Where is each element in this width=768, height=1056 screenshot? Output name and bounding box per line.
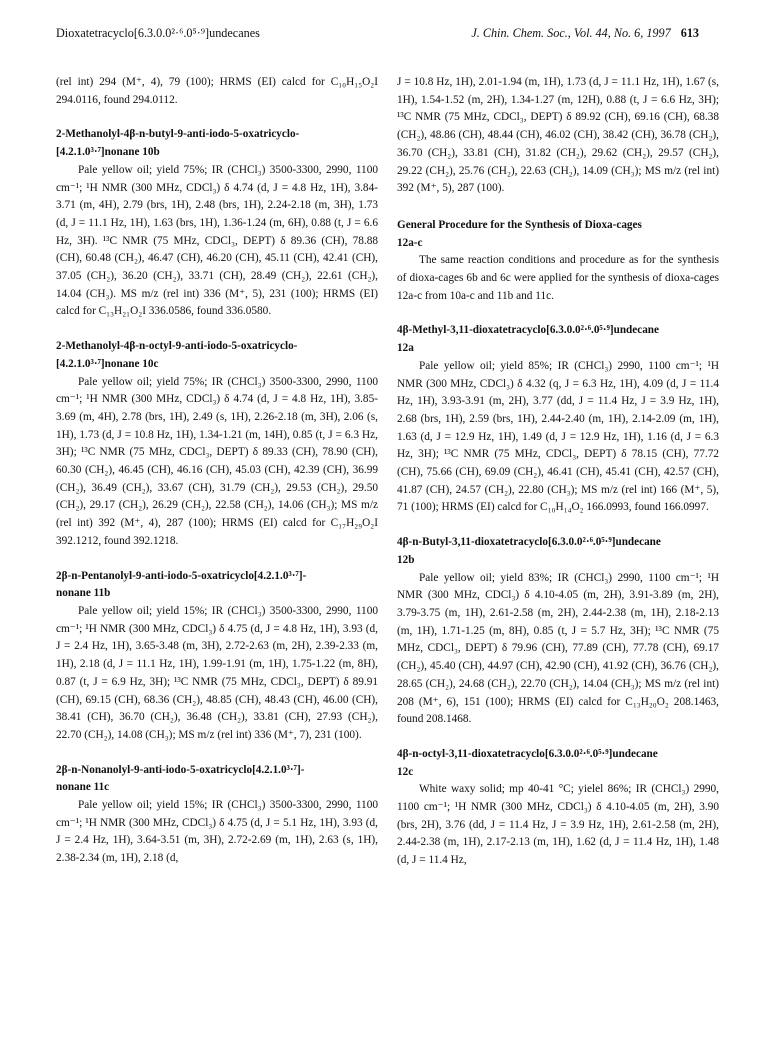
journal-name: J. Chin. Chem. Soc., Vol. 44, No. 6, 1997 xyxy=(471,26,671,40)
heading-line-2: 12a-c xyxy=(397,236,423,249)
heading-line-1: 2β-n-Nonanolyl-9-anti-iodo-5-oxatricyclo[4.2.1.0³·⁷]- xyxy=(56,763,305,776)
running-title: Dioxatetracyclo[6.3.0.0²·⁶.0⁵·⁹]undecanes xyxy=(56,26,260,40)
compound-heading-10c xyxy=(56,338,378,373)
heading-line-2: nonane 11b xyxy=(56,587,111,600)
compound-data-12a: Pale yellow oil; yield 85%; IR (CHCl₃) 2990, 1100 cm⁻¹; ¹H NMR (300 MHz, CDCl₃) δ 4.32 (q, J = 6.3 Hz, 1H), 4.09 (d, J = 11.4 Hz, 1H), 3.93-3.91 (m, 2H), 3.77 (dd, J = 11.4 Hz, J = 3.9 Hz, 1H), 2.68 (brs, 1H), 2.59 (brs, 1H), 2.44-2.40 (m, 1H), 2.14-2.09 (m, 1H), 1.63 (d, J = 12.9 Hz, 1H), 1.49 (d, J = 12.9 Hz, 1H), 1.16 (d, J = 6.3 Hz, 3H); ¹³C NMR (75 MHz, CDCl₃, DEPT) δ 78.15 (CH), 77.72 (CH), 75.66 (CH), 69.09 (CH₂), 46.41 (CH), 45.41 (CH), 42.57 (CH), 41.87 (CH), 24.57 (CH₂), 22.80 (CH₃); MS m/z (rel int) 166 (M⁺, 5), 71 (100); HRMS (EI) calcd for C₁₀H₁₄O₂ 166.0993, found 166.0997. xyxy=(397,359,719,514)
compound-heading-11b xyxy=(56,568,378,603)
heading-line-2: 12b xyxy=(397,553,415,566)
heading-line-1: 2-Methanolyl-4β-n-butyl-9-anti-iodo-5-oxatricyclo- xyxy=(56,128,300,141)
page-number: 613 xyxy=(680,26,699,40)
compound-data-12b: Pale yellow oil; yield 83%; IR (CHCl₃) 2990, 1100 cm⁻¹; ¹H NMR (300 MHz, CDCl₃) δ 4.10-4.05 (m, 2H), 3.91-3.89 (m, 2H), 3.79-3.75 (m, 1H), 2.61-2.58 (m, 2H), 2.44-2.38 (m, 1H), 2.18-2.13 (m, 1H), 1.71-1.25 (m, 8H), 0.85 (t, J = 5.7 Hz, 3H); ¹³C NMR (75 MHz, CDCl₃, DEPT) δ 79.96 (CH), 77.89 (CH), 77.78 (CH), 69.17 (CH₂), 45.40 (CH), 44.97 (CH), 42.90 (CH), 41.92 (CH), 36.76 (CH₂), 28.65 (CH₂), 24.68 (CH₂), 22.70 (CH₂), 14.04 (CH₃); MS m/z (rel int) 208 (M⁺, 6), 151 (100); HRMS (EI) calcd for C₁₃H₂₀O₂ 208.1463, found 208.1468. xyxy=(397,571,719,726)
compound-heading-12c xyxy=(397,746,719,781)
right-column xyxy=(397,74,719,870)
heading-line-1: 4β-Methyl-3,11-dioxatetracyclo[6.3.0.0²·⁶.0⁵·⁹]undecane xyxy=(397,324,659,337)
heading-line-1: 2β-n-Pentanolyl-9-anti-iodo-5-oxatricyclo[4.2.1.0³·⁷]- xyxy=(56,569,307,582)
continued-paragraph: (rel int) 294 (M⁺, 4), 79 (100); HRMS (EI) calcd for C₁₀H₁₅O₂I 294.0116, found 294.0112. xyxy=(56,76,378,106)
heading-line-2: [4.2.1.0³·⁷]nonane 10b xyxy=(56,146,160,159)
heading-line-1: 2-Methanolyl-4β-n-octyl-9-anti-iodo-5-oxatricyclo- xyxy=(56,340,298,353)
compound-data-10c: Pale yellow oil; yield 75%; IR (CHCl₃) 3500-3300, 2990, 1100 cm⁻¹; ¹H NMR (300 MHz, CDCl₃) δ 4.74 (d, J = 4.8 Hz, 1H), 3.85-3.69 (m, 4H), 2.78 (brs, 1H), 2.49 (s, 1H), 2.26-2.18 (m, 3H), 2.06 (s, 1H), 1.73 (d, J = 10.8 Hz, 1H), 1.34-1.21 (m, 14H), 0.85 (t, J = 6.3 Hz, 3H); ¹³C NMR (75 MHz, CDCl₃, DEPT) δ 89.33 (CH), 78.90 (CH), 60.30 (CH₂), 46.45 (CH), 46.16 (CH), 45.03 (CH), 42.39 (CH), 36.99 (CH₂), 36.49 (CH₂), 33.67 (CH), 31.79 (CH₂), 29.53 (CH₂), 29.50 (CH₂), 29.17 (CH₂), 26.29 (CH₂), 22.58 (CH₂), 14.06 (CH₃); MS m/z (rel int) 392 (M⁺, 4), 287 (100); HRMS (EI) calcd for C₁₇H₂₉O₂I 392.1212, found 392.1218. xyxy=(56,375,378,547)
procedure-paragraph: The same reaction conditions and procedure as for the synthesis of dioxa-cages 6b and 6c were applied for the synthesis of dioxa-cages 12a-c from 10a-c and 11b and 11c. xyxy=(397,254,719,302)
compound-heading-12a xyxy=(397,322,719,357)
compound-data-10b: Pale yellow oil; yield 75%; IR (CHCl₃) 3500-3300, 2990, 1100 cm⁻¹; ¹H NMR (300 MHz, CDCl₃) δ 4.74 (d, J = 4.8 Hz, 1H), 3.84-3.71 (m, 4H), 2.79 (brs, 1H), 2.48 (brs, 1H), 2.24-2.18 (m, 3H), 1.73 (d, J = 11.1 Hz, 1H), 1.63 (brs, 1H), 1.36-1.24 (m, 6H), 0.88 (t, J = 6.6 Hz, 3H). ¹³C NMR (75 MHz, CDCl₃, DEPT) δ 89.36 (CH), 78.88 (CH), 60.48 (CH₂), 46.47 (CH), 46.20 (CH), 45.11 (CH), 42.41 (CH), 37.05 (CH₂), 36.20 (CH₂), 33.71 (CH), 28.49 (CH₂), 22.61 (CH₂), 14.04 (CH₃). MS m/z (rel int) 336 (M⁺, 5), 231 (100); HRMS (EI) calcd for C₁₃H₂₁O₂I 336.0586, found 336.0580. xyxy=(56,163,378,318)
section-heading-general-procedure xyxy=(397,217,719,252)
compound-heading-11c xyxy=(56,762,378,797)
compound-heading-10b xyxy=(56,126,378,161)
compound-data-11b: Pale yellow oil; yield 15%; IR (CHCl₃) 3500-3300, 2990, 1100 cm⁻¹; ¹H NMR (300 MHz, CDCl₃) δ 4.75 (d, J = 4.8 Hz, 1H), 3.93 (d, J = 2.4 Hz, 1H), 3.65-3.48 (m, 3H), 2.72-2.63 (m, 2H), 2.39-2.33 (m, 1H), 2.18 (d, J = 11.1 Hz, 1H), 1.99-1.91 (m, 1H), 1.75-1.22 (m, 8H), 0.87 (t, J = 6.9 Hz, 3H); ¹³C NMR (75 MHz, CDCl₃, DEPT) δ 89.91 (CH), 69.15 (CH), 68.36 (CH₂), 48.85 (CH), 48.43 (CH), 46.00 (CH), 38.41 (CH), 36.70 (CH₂), 36.48 (CH₂), 33.81 (CH), 27.93 (CH₂), 22.70 (CH₂), 14.08 (CH₃); MS m/z (rel int) 336 (M⁺, 7), 231 (100). xyxy=(56,604,378,741)
heading-line-1: 4β-n-octyl-3,11-dioxatetracyclo[6.3.0.0²·⁶.0⁵·⁹]undecane xyxy=(397,747,658,760)
left-column xyxy=(56,74,378,868)
heading-line-2: [4.2.1.0³·⁷]nonane 10c xyxy=(56,357,159,370)
heading-line-2: nonane 11c xyxy=(56,781,110,794)
journal-citation xyxy=(471,26,699,41)
heading-line-2: 12a xyxy=(397,342,414,355)
compound-data-11c: Pale yellow oil; yield 15%; IR (CHCl₃) 3500-3300, 2990, 1100 cm⁻¹; ¹H NMR (300 MHz, CDCl₃) δ 4.75 (d, J = 5.1 Hz, 1H), 3.93 (d, J = 2.4 Hz, 1H), 3.64-3.51 (m, 3H), 2.72-2.69 (m, 1H), 2.63 (s, 1H), 2.38-2.34 (m, 1H), 2.18 (d, xyxy=(56,799,378,865)
heading-line-2: 12c xyxy=(397,765,414,778)
compound-heading-12b xyxy=(397,534,719,569)
heading-line-1: General Procedure for the Synthesis of Dioxa-cages xyxy=(397,218,642,231)
heading-line-1: 4β-n-Butyl-3,11-dioxatetracyclo[6.3.0.0²·⁶.0⁵·⁹]undecane xyxy=(397,536,661,549)
continued-paragraph: J = 10.8 Hz, 1H), 2.01-1.94 (m, 1H), 1.73 (d, J = 11.1 Hz, 1H), 1.67 (s, 1H), 1.54-1.52 (m, 2H), 1.34-1.27 (m, 12H), 0.88 (t, J = 6.6 Hz, 3H); ¹³C NMR (75 MHz, CDCl₃, DEPT) δ 89.92 (CH), 69.16 (CH), 68.38 (CH₂), 48.86 (CH), 48.44 (CH), 46.02 (CH), 38.42 (CH), 36.78 (CH₂), 36.70 (CH₂), 33.81 (CH), 31.82 (CH₂), 29.62 (CH₂), 29.57 (CH₂), 29.22 (CH₂), 25.76 (CH₂), 22.63 (CH₂), 14.09 (CH₃); MS m/z (rel int) 392 (M⁺, 5), 287 (100). xyxy=(397,76,719,195)
compound-data-12c: White waxy solid; mp 40-41 °C; yielel 86%; IR (CHCl₃) 2990, 1100 cm⁻¹; ¹H NMR (300 MHz, CDCl₃) δ 4.10-4.05 (m, 2H), 3.90 (brs, 2H), 3.76 (dd, J = 11.4 Hz, J = 3.9 Hz, 1H), 2.61-2.58 (m, 2H), 2.44-2.38 (m, 1H), 2.17-2.13 (m, 1H), 1.62 (d, J = 11.4 Hz, 1H), 1.48 (d, J = 11.4 Hz, xyxy=(397,783,719,867)
